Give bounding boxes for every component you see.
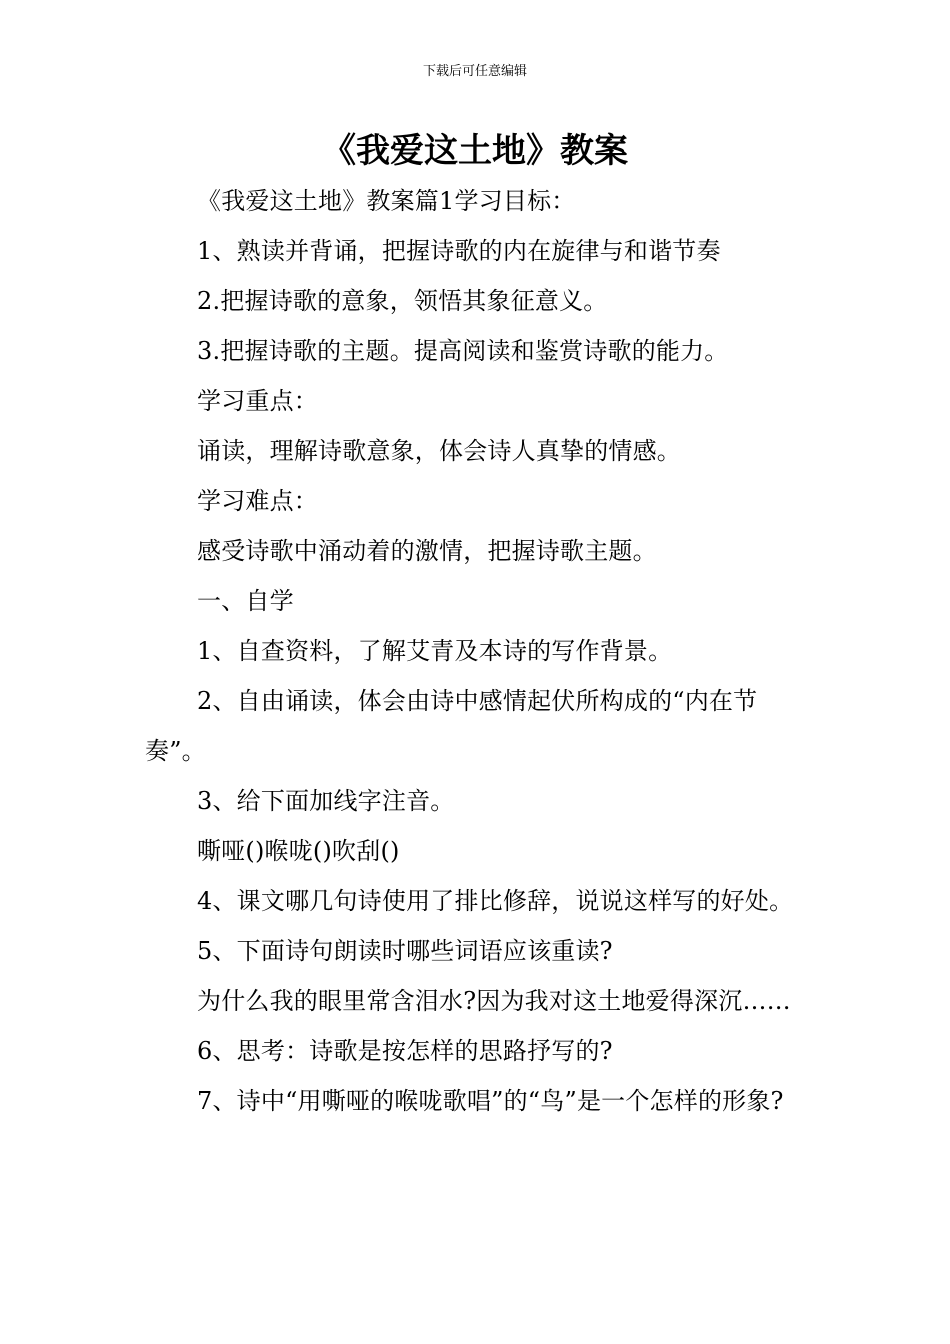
paragraph-self-study-2: 2、自由诵读，体会由诗中感情起伏所构成的“内在节奏”。 — [145, 687, 758, 765]
paragraph-self-study-5: 5、下面诗句朗读时哪些词语应该重读? — [197, 937, 613, 965]
paragraph-key-point-heading: 学习重点： — [197, 387, 318, 415]
paragraph-pinyin-items: 嘶哑()喉咙()吹刮() — [197, 837, 400, 865]
paragraph-goal-1: 1、熟读并背诵，把握诗歌的内在旋律与和谐节奏 — [197, 237, 721, 265]
paragraph-self-study-4: 4、课文哪几句诗使用了排比修辞，说说这样写的好处。 — [197, 887, 794, 915]
paragraph-poem-line: 为什么我的眼里常含泪水?因为我对这土地爱得深沉…… — [197, 987, 791, 1015]
paragraph-self-study-heading: 一、自学 — [197, 587, 294, 615]
paragraph-self-study-7: 7、诗中“用嘶哑的喉咙歌唱”的“鸟”是一个怎样的形象? — [197, 1087, 784, 1115]
document-title: 《我爱这土地》教案 — [322, 131, 628, 171]
paragraph-key-point: 诵读，理解诗歌意象，体会诗人真挚的情感。 — [197, 437, 681, 465]
paragraph-self-study-6: 6、思考：诗歌是按怎样的思路抒写的? — [197, 1037, 613, 1065]
document-body — [145, 176, 810, 1126]
paragraph-self-study-1: 1、自查资料，了解艾青及本诗的写作背景。 — [197, 637, 673, 665]
paragraph-self-study-3: 3、给下面加线字注音。 — [197, 787, 455, 815]
paragraph-goal-3: 3.把握诗歌的主题。提高阅读和鉴赏诗歌的能力。 — [197, 337, 729, 365]
paragraph-intro: 《我爱这土地》教案篇1学习目标： — [197, 187, 576, 215]
paragraph-difficulty-heading: 学习难点： — [197, 487, 318, 515]
paragraph-goal-2: 2.把握诗歌的意象，领悟其象征意义。 — [197, 287, 608, 315]
page-header-note: 下载后可任意编辑 — [422, 64, 527, 79]
paragraph-difficulty: 感受诗歌中涌动着的激情，把握诗歌主题。 — [197, 537, 657, 565]
